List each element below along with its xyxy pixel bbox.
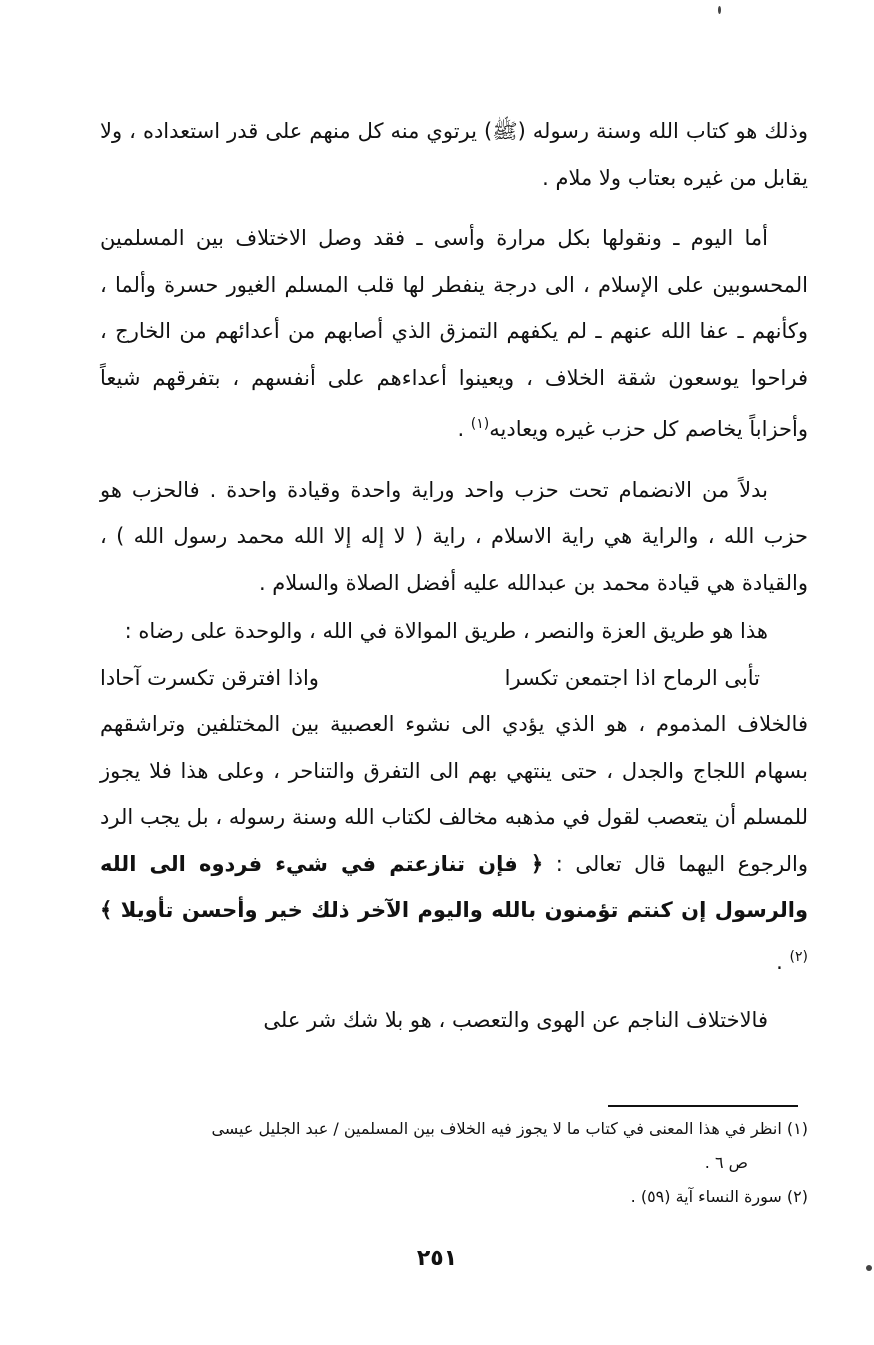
paragraph-5 — [100, 701, 808, 985]
verse-first-hemistich: تأبى الرماح اذا اجتمعن تكسرا — [504, 665, 760, 690]
page-number: ٢٥١ — [416, 1246, 458, 1271]
footnote-marker-1: (١) — [470, 416, 490, 432]
scan-speck — [718, 6, 721, 14]
footnote-1-continued: ص ٦ . — [704, 1153, 748, 1172]
footnote-marker-2: (٢) — [789, 948, 808, 965]
verse-second-hemistich: واذا افترقن تكسرت آحادا — [100, 665, 319, 690]
paragraph-3: بدلاً من الانضمام تحت حزب واحد وراية واحدة وقيادة واحدة . فالحزب هو حزب الله ، والراية هي راية الاسلام ، راية ( لا إله إلا الله محمد رسول الله ) ، والقيادة هي قيادة محمد بن عبدالله عليه أفضل الصلاة والسلام . — [100, 477, 808, 595]
footnote-2: (٢) سورة النساء آية (٥٩) . — [630, 1187, 808, 1206]
paragraph-4: هذا هو طريق العزة والنصر ، طريق الموالاة في الله ، والوحدة على رضاه : — [124, 619, 768, 643]
paragraph-5-text: فالخلاف المذموم ، هو الذي يؤدي الى نشوء العصبية بين المختلفين وتراشقهم بسهام اللجاج والجدل ، حتى ينتهي بهم الى التفرق والتناحر ، وعلى هذا فلا يجوز للمسلم أن يتعصب لقول في مذهبه مخالف لكتاب الله وسنة رسوله ، بل يجب الرد والرجوع اليهما قال تعالى : — [100, 712, 808, 876]
paragraph-1: وذلك هو كتاب الله وسنة رسوله (ﷺ) يرتوي منه كل منهم على قدر استعداده ، ولا يقابل من غيره بعتاب ولا ملام . — [100, 119, 808, 190]
paragraph-6: فالاختلاف الناجم عن الهوى والتعصب ، هو بلا شك شر على — [263, 1008, 768, 1032]
poetry-verse — [100, 655, 808, 702]
paragraph-2-end: . — [457, 417, 471, 441]
paragraph-2 — [100, 215, 808, 453]
paragraph-2-text: أما اليوم ـ ونقولها بكل مرارة وأسى ـ فقد وصل الاختلاف بين المسلمين المحسوبين على الإسلام ، الى درجة ينفطر لها قلب المسلم الغيور حسرة وألما ، وكأنهم ـ عفا الله عنهم ـ لم يكفهم التمزق الذي أصابهم من أعدائهم من الخارج ، فراحوا يوسعون شقة الخلاف ، ويعينوا أعداءهم على أنفسهم ، بتفرقهم شيعاً وأحزاباً يخاصم كل حزب غيره ويعاديه — [100, 226, 808, 441]
footnotes — [100, 1112, 808, 1214]
footnote-divider — [608, 1105, 798, 1107]
footnote-1: (١) انظر في هذا المعنى في كتاب ما لا يجوز فيه الخلاف بين المسلمين / عبد الجليل عيسى — [211, 1119, 808, 1138]
paragraph-5-end: . — [776, 949, 790, 974]
main-text — [100, 108, 808, 1044]
quran-verse: ﴿ فإن تنازعتم في شيء فردوه الى الله والرسول إن كنتم تؤمنون بالله واليوم الآخر ذلك خير وأحسن تأويلا ﴾ — [100, 851, 808, 922]
